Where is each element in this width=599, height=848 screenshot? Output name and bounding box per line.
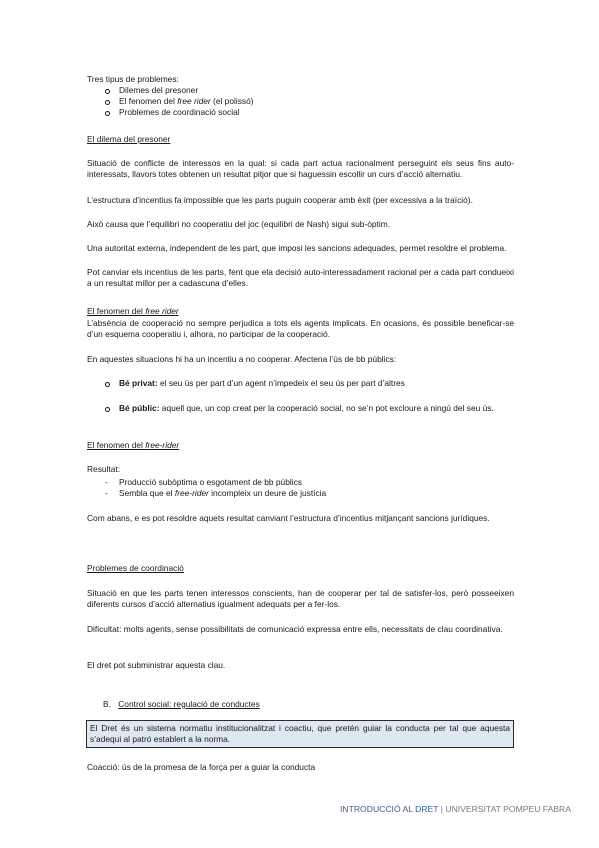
result-label: Resultat: [87, 464, 121, 474]
paragraph: Pot canviar els incentius de les parts, fent que ela decisió auto-interessadament racional per a cada part condueixi a un resultat millor per a cadascuna d’elles. [87, 267, 514, 288]
paragraph: El dret pot subministrar aquesta clau. [87, 660, 226, 670]
list-item [87, 85, 514, 96]
paragraph: L’absència de cooperació no sempre perjudica a tots els agents implicats. En ocasions, és possible beneficar-se d’un esquema cooperatiu i, alhora, no participar de la cooperació. [87, 318, 514, 339]
section-heading-text: Control social: regulació de conductes [118, 699, 260, 709]
paragraph: Situació en que les parts tenen interessos conscients, han de cooperar per tal de satisfer-los, però posseeixen diferents cursos d’acció alternatius igualment adequats per a fer-los. [87, 588, 514, 609]
paragraph: En aquestes situacions hi ha un incentiu a no cooperar. Afectena l’ús de bb públics: [87, 354, 397, 364]
list-item-text: incompleix un deure de justícia [208, 488, 327, 498]
list-item [87, 488, 514, 499]
list-item [87, 107, 514, 118]
paragraph: Dificultat: molts agents, sense possibilitats de comunicació expressa entre ells, necessitats de clau coordinativa. [87, 624, 503, 634]
footer-university: | UNIVERSITAT POMPEU FABRA [438, 804, 571, 814]
paragraph: L’estructura d’incentius fa impossible que les parts puguin cooperar amb èxit (per excessiva a la traïció). [87, 195, 473, 205]
heading-italic: free-rider [145, 440, 180, 450]
heading-text: El fenomen del [87, 306, 146, 316]
section-heading-control [103, 699, 503, 710]
list-item [87, 96, 514, 107]
list-item-text: Problemes de coordinació social [119, 107, 240, 117]
section-letter: B. [103, 699, 111, 709]
section-heading-free-rider [87, 306, 514, 317]
paragraph: Coacció: ús de la promesa de la força per a guiar la conducta [87, 762, 316, 772]
list-item-italic: free rider [177, 96, 211, 106]
result-list [87, 477, 514, 499]
paragraph: Una autoritat externa, independent de les part, que imposi les sancions adequades, permet resoldre el problema. [87, 243, 507, 253]
list-item-text: Producció subòptima o esgotament de bb públics [119, 477, 302, 487]
term-definition: aquell que, un cop creat per la cooperació social, no se’n pot excloure a ningú del seu ús. [159, 403, 494, 413]
page-footer [340, 804, 571, 815]
term-label: Bé públic: [119, 403, 160, 413]
list-item-text: (el polissó) [210, 96, 254, 106]
list-item [87, 378, 514, 389]
list-item-text: El fenomen del [119, 96, 178, 106]
intro-section [87, 74, 514, 118]
list-item [87, 403, 514, 414]
list-item-text: Dilemes del presoner [119, 85, 199, 95]
definition-box: El Dret és un sistema normatiu institucionalitzat i coactiu, que pretén guiar la conducta per tal que aquesta s’adequi al patró establert a la norma. [86, 720, 514, 748]
section-heading-free-rider-2 [87, 440, 514, 451]
problem-types-list [87, 85, 514, 118]
heading-italic: free rider [145, 306, 179, 316]
footer-course: INTRODUCCIÓ AL DRET [340, 804, 439, 814]
list-item-text: Sembla que el [119, 488, 175, 498]
paragraph: Com abans, e es pot resoldre aquets resultat canviant l’estructura d’incentius mitjançant sancions jurídiques. [87, 513, 490, 523]
section-heading-dilema: El dilema del presoner [87, 134, 171, 144]
paragraph: Situació de conflicte de interessos en la qual: si cada part actua racionalment perseguint els seus fins auto-interessats, llavors totes obtenen un resultat pitjor que si haguessin escollir un curs d’acció alternatiu. [87, 158, 514, 179]
list-item-italic: free-rider [174, 488, 209, 498]
heading-text: El fenomen del [87, 440, 146, 450]
intro-title: Tres tipus de problemes: [87, 74, 179, 84]
goods-list [87, 403, 514, 414]
paragraph: Això causa que l’equilibri no cooperatiu del joc (equilibri de Nash) sigui sub-òptim. [87, 219, 391, 229]
term-definition: el seu ús per part d’un agent n’impedeix el seu ús per part d’altres [157, 378, 405, 388]
goods-list [87, 378, 514, 389]
section-heading-coordinacio: Problemes de coordinació [87, 563, 184, 573]
list-item [87, 477, 514, 488]
term-label: Bé privat: [119, 378, 158, 388]
